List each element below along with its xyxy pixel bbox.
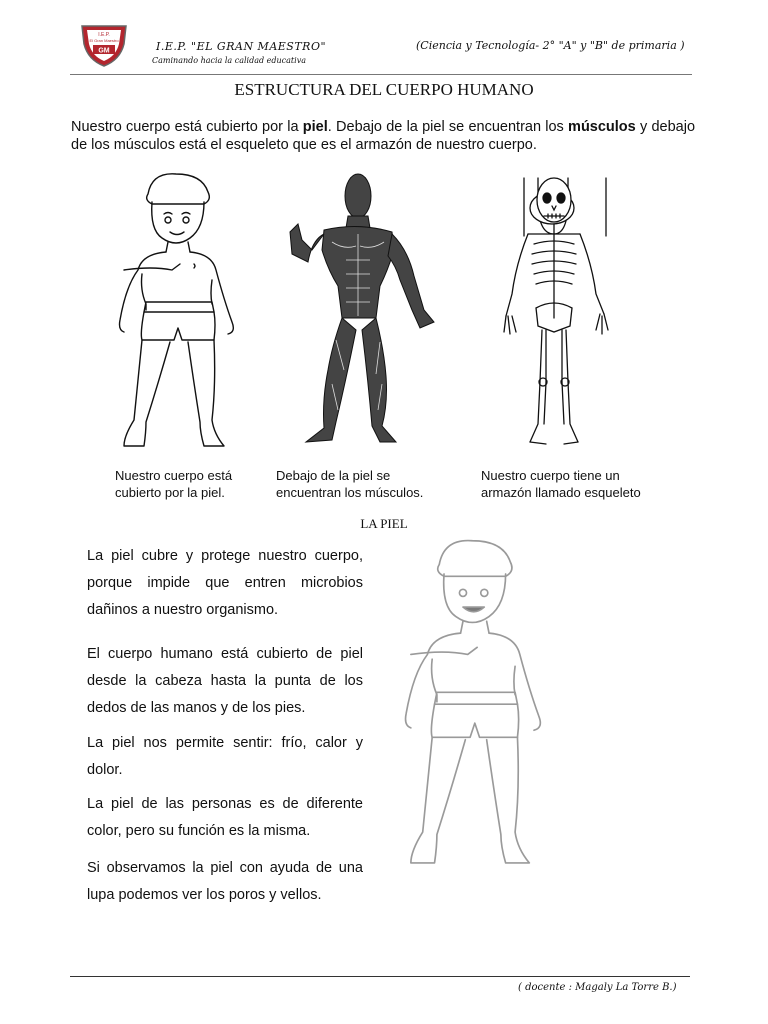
crest-line-1: I.E.P. [98,32,110,38]
header-divider [70,74,692,75]
caption-skeleton: Nuestro cuerpo tiene un armazón llamado esqueleto [481,468,641,500]
page-title: ESTRUCTURA DEL CUERPO HUMANO [234,80,534,99]
crest-line-2: El Gran Maestro [89,38,119,43]
footer-divider [70,976,690,977]
skin-paragraph-4: La piel de las personas es de diferente color, pero su función es la misma. [87,796,363,839]
school-name: I.E.P. "EL GRAN MAESTRO" [156,40,327,53]
caption-skin: Nuestro cuerpo está cubierto por la piel. [115,468,233,500]
skin-child-illustration [396,536,556,870]
teacher-credit: ( docente : Magaly La Torre B.) [518,982,677,993]
bold-word-musculos: músculos [568,119,636,135]
bold-word-piel: piel [302,119,328,135]
skin-paragraph-1: La piel cubre y protege nuestro cuerpo, porque impide que entren microbios dañinos a nuestro organismo. [87,548,363,618]
intro-paragraph: Nuestro cuerpo está cubierto por la piel. Debajo de la piel se encuentran los músculos y debajo de los músculos está el esqueleto que es el armazón de nuestro cuerpo. [71,119,696,153]
body-skeleton-illustration [494,174,636,452]
section-title: LA PIEL [360,516,408,531]
skin-paragraph-3: La piel nos permite sentir: frío, calor y dolor. [87,735,363,778]
body-skin-illustration [112,170,246,452]
skin-paragraph-5: Si observamos la piel con ayuda de una lupa podemos ver los poros y vellos. [87,860,363,903]
body-muscles-illustration [284,170,436,446]
crest-line-3: GM [98,47,110,55]
subject-line: (Ciencia y Tecnología- 2° "A" y "B" de primaria ) [416,39,685,52]
skin-paragraph-2: El cuerpo humano está cubierto de piel desde la cabeza hasta la punta de los dedos de las manos y de los pies. [87,646,363,716]
caption-muscles: Debajo de la piel se encuentran los músculos. [276,468,424,500]
school-motto: Caminando hacia la calidad educativa [152,56,306,65]
school-crest-logo [80,22,128,68]
